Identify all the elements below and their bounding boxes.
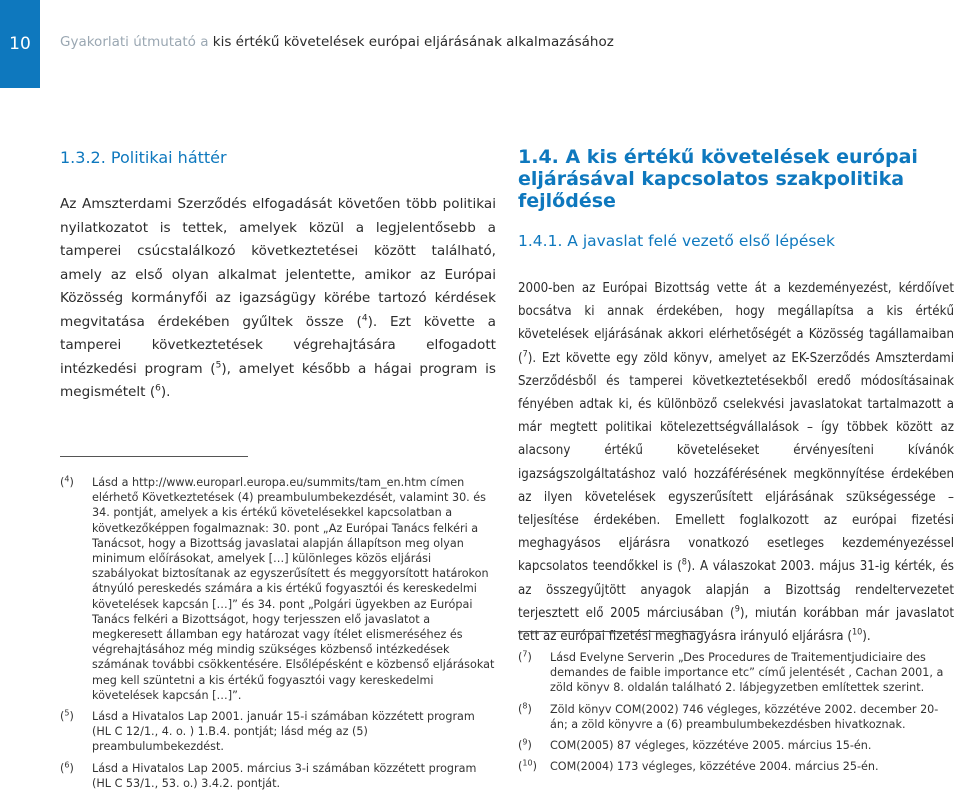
footnote-text: Lásd Evelyne Serverin „Des Procedures de Traitementjudiciaire des demandes de faible importance etc” című jelentését , Cachan 2001, a zöld könyv 8. oldalán található 2. lábjegyzetben említettek szerint.: [550, 651, 944, 695]
right-footnotes: [518, 631, 954, 780]
footnote-text: Zöld könyv COM(2002) 746 végleges, közzétéve 2002. december 20-án; a zöld könyvre a (6) preambulumbekezdésben hivatkoznak.: [550, 702, 939, 731]
text-run: ), amelyet később a hágai program is megismételt (: [60, 360, 497, 400]
text-run: ), miután korábban már javaslatot tett az európai fizetési meghagyásra irányuló eljárásra (: [518, 605, 954, 645]
footnote-5: [60, 709, 496, 755]
footnote-ref-8: 8: [681, 558, 687, 569]
footnote-ref-10: 10: [851, 627, 863, 638]
footnote-10: [518, 759, 954, 774]
footnote-ref-7: 7: [522, 349, 528, 360]
text-run: ).: [160, 384, 171, 400]
text-run: Az Amszterdami Szerződés elfogadását követően több politikai nyilatkozatot is tettek, amelyek közül a legjelentősebb a tamperei csúcstalálkozó következtetései között található, amely az első olyan alkalmat jelentette, amikor az Európai Közösség kormányfői az igazságügy körébe tartozó kérdések megvitatása érdekében gyűltek össze (: [60, 196, 496, 330]
footnote-text: COM(2005) 87 végleges, közzétéve 2005. március 15-én.: [550, 739, 872, 753]
footnote-ref-6: 6: [155, 383, 161, 394]
right-column: [518, 146, 954, 648]
right-paragraph: [518, 277, 954, 648]
footnote-number: ($^9$): [518, 737, 532, 753]
section-heading-policy-development: 1.4. A kis értékű követelések európai eljárásával kapcsolatos szakpolitika fejlődése: [518, 146, 918, 212]
running-title-main: kis értékű követelések európai eljárásának alkalmazásához: [212, 34, 614, 50]
footnote-number: ($^8$): [518, 700, 532, 716]
left-footnotes: [60, 456, 496, 797]
text-run: ). Ezt követte egy zöld könyv, amelyet az EK-Szerződés Amszterdami Szerződésből és tamperei következtetésekből eredő módosításainak fényében adtak ki, és különböző cselekvési javaslatokat tartalmazott a már megtett politikai kötelezettségvállalások – így többek között az alacsony értékű követeléseket érvényesíteni kívánók igazságszolgáltatáshoz való hozzáférésének megkönnyítése érdekében az ilyen követelések egyszerűsített eljárásának szükségessége – teljesítése érdekében. Emellett foglalkozott az európai fizetési meghagyásos eljárásra vonatkozó esetleges kezdeményezéssel kapcsolatos teendőkkel is (: [518, 350, 954, 575]
running-header: [60, 34, 614, 50]
footnote-divider: [518, 631, 706, 632]
text-run: ). A válaszokat 2003. május 31-ig kérték, és az összegyűjtött anyagok alapján a Bizottság rendeltervezetet terjesztett elő 2005 márciusában (: [518, 559, 954, 621]
footnote-text: COM(2004) 173 végleges, közzétéve 2004. március 25-én.: [550, 760, 879, 774]
footnote-number: ($^{10}$): [518, 758, 537, 774]
footnote-9: [518, 738, 954, 753]
footnote-text: Lásd a Hivatalos Lap 2001. január 15-i számában közzétett program (HL C 12/1., 4. o. ) 1.B.4. pontját; lásd még az (5) preambulumbekezdést.: [92, 710, 475, 754]
footnote-text: Lásd a http://www.europarl.europa.eu/summits/tam_en.htm címen elérhető Következtetések (4) preambulumbekezdését, valamint 30. és 34. pontját, amelyek a kis értékű követelésekkel kapcsolatban a következőképpen fogalmaznak: 30. pont „Az Európai Tanács felkéri a Tanácsot, hogy a Bizottság javaslatai alapján állapítson meg olyan minimum előírásokat, amelyek […] különleges közös eljárási szabályokat biztosítanak az egyszerűsített és meggyorsított határokon átnyúló pereskedés számára a kis értékű fogyasztói és kereskedelmi követelések kapcsán […]” és 34. pont „Polgári ügyekben az Európai Tanács felkéri a Bizottságot, hogy terjesszen elő javaslatot a megkeresett államban egy határozat vagy ítélet elismeréséhez és végrehajtásához még mindig szükséges közbenső intézkedések számának további csökkentésére. Elsőlépésként e közbenső eljárásokat meg kell szüntetni a kis értékű fogyasztói vagy kereskedelmi követelések kapcsán […]”.: [92, 476, 495, 702]
footnote-text: Lásd a Hivatalos Lap 2005. március 3-i számában közzétett program (HL C 53/1., 53. o.) 3.4.2. pontját.: [92, 761, 477, 790]
section-heading-political-background: 1.3.2. Politikai háttér: [60, 148, 227, 167]
footnote-number: ($^5$): [60, 708, 74, 724]
footnote-4: [60, 475, 496, 703]
footnote-8: [518, 702, 954, 732]
text-run: ). Ezt követte a tamperei következtetések végrehajtására elfogadott intézkedési program (: [60, 313, 496, 377]
running-title-prefix: Gyakorlati útmutató a: [60, 34, 213, 50]
page-number-tab: [0, 0, 40, 88]
text-run: 2000-ben az Európai Bizottság vette át a kezdeményezést, kérdőívet bocsátva ki annak érdekében, hogy megállapítsa a kis értékű követelések eljárásának akkori elérhetőségét a Közösség tagállamaiban (: [518, 281, 954, 366]
page-number: 10: [9, 34, 31, 54]
footnote-number: ($^4$): [60, 474, 74, 489]
footnote-6: [60, 761, 496, 791]
left-column: [60, 148, 496, 405]
subsection-heading-first-steps: 1.4.1. A javaslat felé vezető első lépések: [518, 232, 835, 250]
footnote-7: [518, 650, 954, 696]
text-run: ).: [862, 629, 871, 645]
left-paragraph: [60, 193, 496, 405]
footnote-ref-9: 9: [734, 604, 740, 615]
footnote-number: ($^7$): [518, 649, 532, 664]
footnote-ref-4: 4: [361, 312, 368, 323]
footnote-number: ($^6$): [60, 759, 74, 775]
footnote-divider: [60, 456, 248, 457]
footnote-ref-5: 5: [215, 359, 222, 370]
